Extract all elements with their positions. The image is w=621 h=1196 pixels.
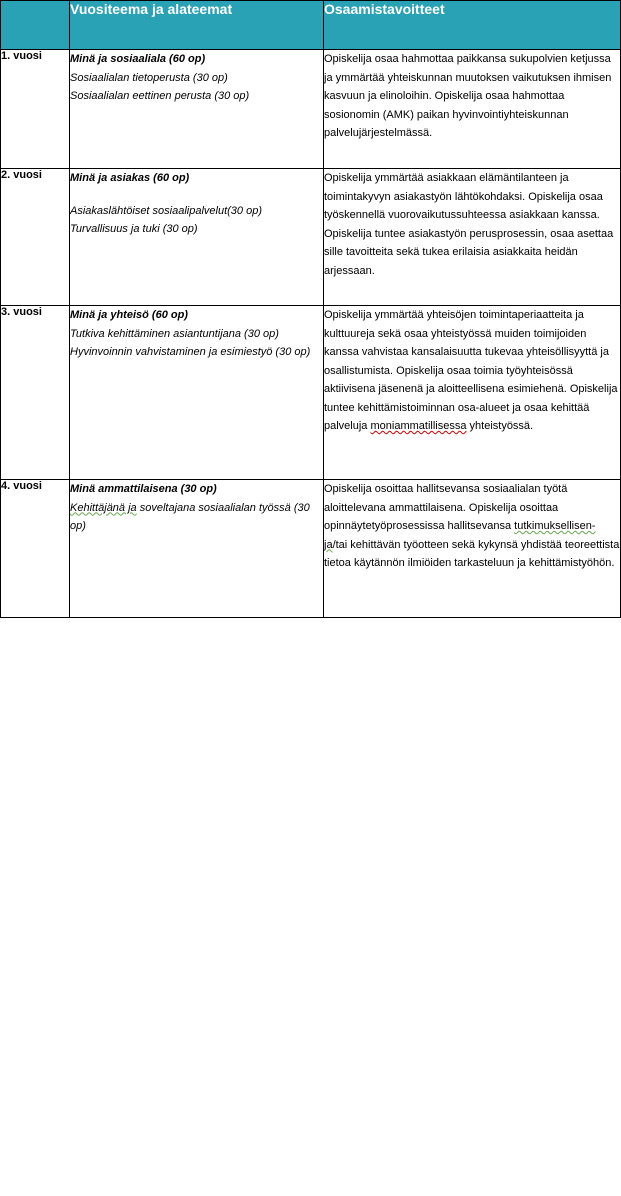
year-cell: 2. vuosi — [1, 169, 70, 306]
spacer — [70, 188, 323, 202]
goal-cell[interactable] — [324, 480, 621, 618]
goal-text: Opiskelija osoittaa hallitsevansa sosiaalialan työtä aloittelevana ammattilaisena. Opiskelija osoittaa opinnäytetyöprosessissa hallitsevansa — [324, 483, 568, 532]
goal-text: yhteistyössä. — [466, 420, 534, 432]
goal-cell[interactable]: Opiskelija osaa hahmottaa paikkansa sukupolvien ketjussa ja ymmärtää yhteiskunnan muutoksen vaikutuksen ihmisen kasvuun ja elinoloihin. Opiskelija osaa hahmottaa sosionomin (AMK) paikan hyvinvointiyhteiskunnan palvelujärjestelmässä. — [324, 50, 621, 169]
goal-text: Opiskelija ymmärtää yhteisöjen toimintaperiaatteita ja kulttuureja sekä osaa yhteistyössä muiden toimijoiden kanssa vahvistaa kansalaisuutta tukevaa yhteisöllisyyttä ja osallistumista. Opiskelija osaa toimia työyhteisössä aktiivisena jäsenenä ja aloitteellisena esimiehenä. Opiskelija tuntee kehittämistoiminnan osa-alueet ja osaa kehittää palveluja — [324, 309, 618, 432]
grammar-marked-text: tutkimuksellisen- ja — [324, 520, 596, 551]
sub-theme — [70, 499, 323, 536]
sub-theme: Tutkiva kehittäminen asiantuntijana (30 op) — [70, 327, 279, 340]
header-row — [1, 1, 621, 50]
year-cell: 3. vuosi — [1, 306, 70, 480]
table-row — [1, 480, 621, 618]
main-theme: Minä ja asiakas (60 op) — [70, 172, 190, 184]
themes-cell — [70, 169, 324, 306]
goal-cell[interactable] — [324, 306, 621, 480]
main-theme: Minä ja yhteisö (60 op) — [70, 309, 188, 321]
sub-theme: Sosiaalialan eettinen perusta (30 op) — [70, 90, 250, 102]
spellcheck-marked-word: moniammatillisessa — [370, 420, 467, 432]
main-theme: Minä ammattilaisena (30 op) — [70, 483, 217, 495]
goal-cell[interactable]: Opiskelija ymmärtää asiakkaan elämäntilanteen ja toimintakyvyn asiakastyön lähtökohdaksi. Opiskelija osaa työskennellä vuorovaikutussuhteessa asiakkaan kanssa. Opiskelija tuntee asiakastyön perusprosessin, osaa asettaa sille tavoitteita sekä tukea erilaisia asiakkaita heidän arjessaan. — [324, 169, 621, 306]
year-cell: 4. vuosi — [1, 480, 70, 618]
table-row — [1, 169, 621, 306]
goals-column-header: Osaamistavoitteet — [324, 1, 621, 50]
sub-theme: Sosiaalialan tietoperusta (30 op) — [70, 71, 228, 84]
sub-theme: Hyvinvoinnin vahvistaminen ja esimiestyö (30 op) — [70, 346, 311, 358]
main-theme: Minä ja sosiaaliala (60 op) — [70, 53, 206, 65]
grammar-marked-text: Kehittäjänä ja — [70, 501, 137, 514]
themes-cell — [70, 50, 324, 169]
table-row — [1, 50, 621, 169]
year-column-header — [1, 1, 70, 50]
sub-theme-text: soveltajana sosiaalialan työssä (30 op) — [70, 501, 310, 532]
year-cell: 1. vuosi — [1, 50, 70, 169]
themes-cell — [70, 306, 324, 480]
themes-cell — [70, 480, 324, 618]
table-row — [1, 306, 621, 480]
sub-theme: Asiakaslähtöiset sosiaalipalvelut(30 op) — [70, 204, 262, 217]
themes-column-header: Vuositeema ja alateemat — [70, 1, 324, 50]
sub-theme: Turvallisuus ja tuki (30 op) — [70, 223, 198, 235]
goal-text: /tai kehittävän työotteen sekä kykynsä yhdistää teoreettista tietoa käytännön ilmiöiden tarkasteluun ja kehittämistyöhön. — [324, 538, 620, 569]
